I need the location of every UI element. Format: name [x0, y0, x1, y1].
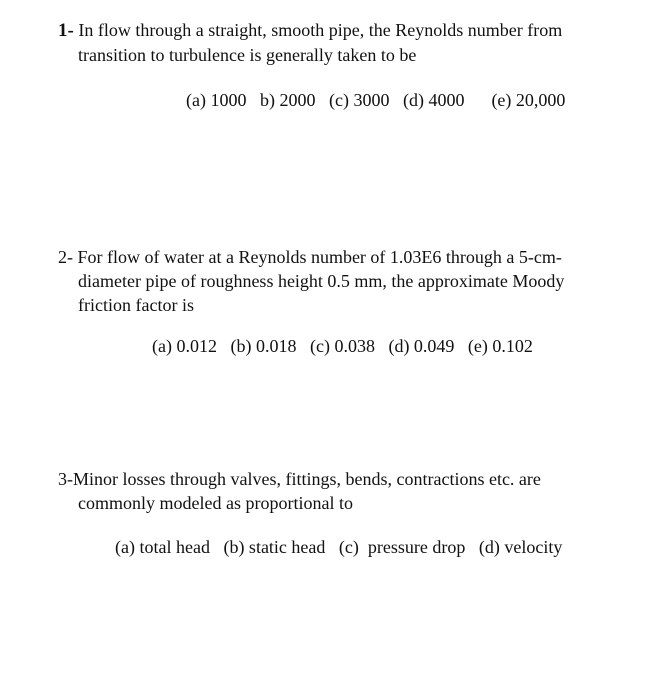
question-1	[58, 18, 618, 67]
question-1-number: 1-	[58, 20, 74, 41]
question-3-text-1: Minor losses through valves, fittings, bends, contractions etc. are	[73, 469, 541, 489]
question-1-text-1: In flow through a straight, smooth pipe, the Reynolds number from	[78, 20, 563, 40]
question-2-text-2: diameter pipe of roughness height 0.5 mm, the approximate Moody	[78, 271, 565, 291]
question-2-number: 2-	[58, 247, 73, 267]
question-3-options: (a) total head (b) static head (c) pressure drop (d) velocity	[115, 537, 563, 557]
question-3	[58, 467, 618, 515]
question-2-text-1: For flow of water at a Reynolds number of 1.03E6 through a 5-cm-	[77, 247, 562, 267]
question-3-number: 3-	[58, 469, 73, 489]
question-2-line-1	[58, 245, 618, 269]
question-1-line-1	[58, 18, 618, 43]
question-1-text-2: transition to turbulence is generally taken to be	[78, 45, 417, 65]
question-1-options: (a) 1000 b) 2000 (c) 3000 (d) 4000 (e) 20,000	[186, 90, 566, 110]
question-2-options: (a) 0.012 (b) 0.018 (c) 0.038 (d) 0.049 (e) 0.102	[152, 336, 533, 356]
question-3-line-1	[58, 467, 618, 491]
question-3-text-2: commonly modeled as proportional to	[78, 493, 353, 513]
question-2	[58, 245, 618, 317]
question-2-text-3: friction factor is	[78, 295, 194, 315]
